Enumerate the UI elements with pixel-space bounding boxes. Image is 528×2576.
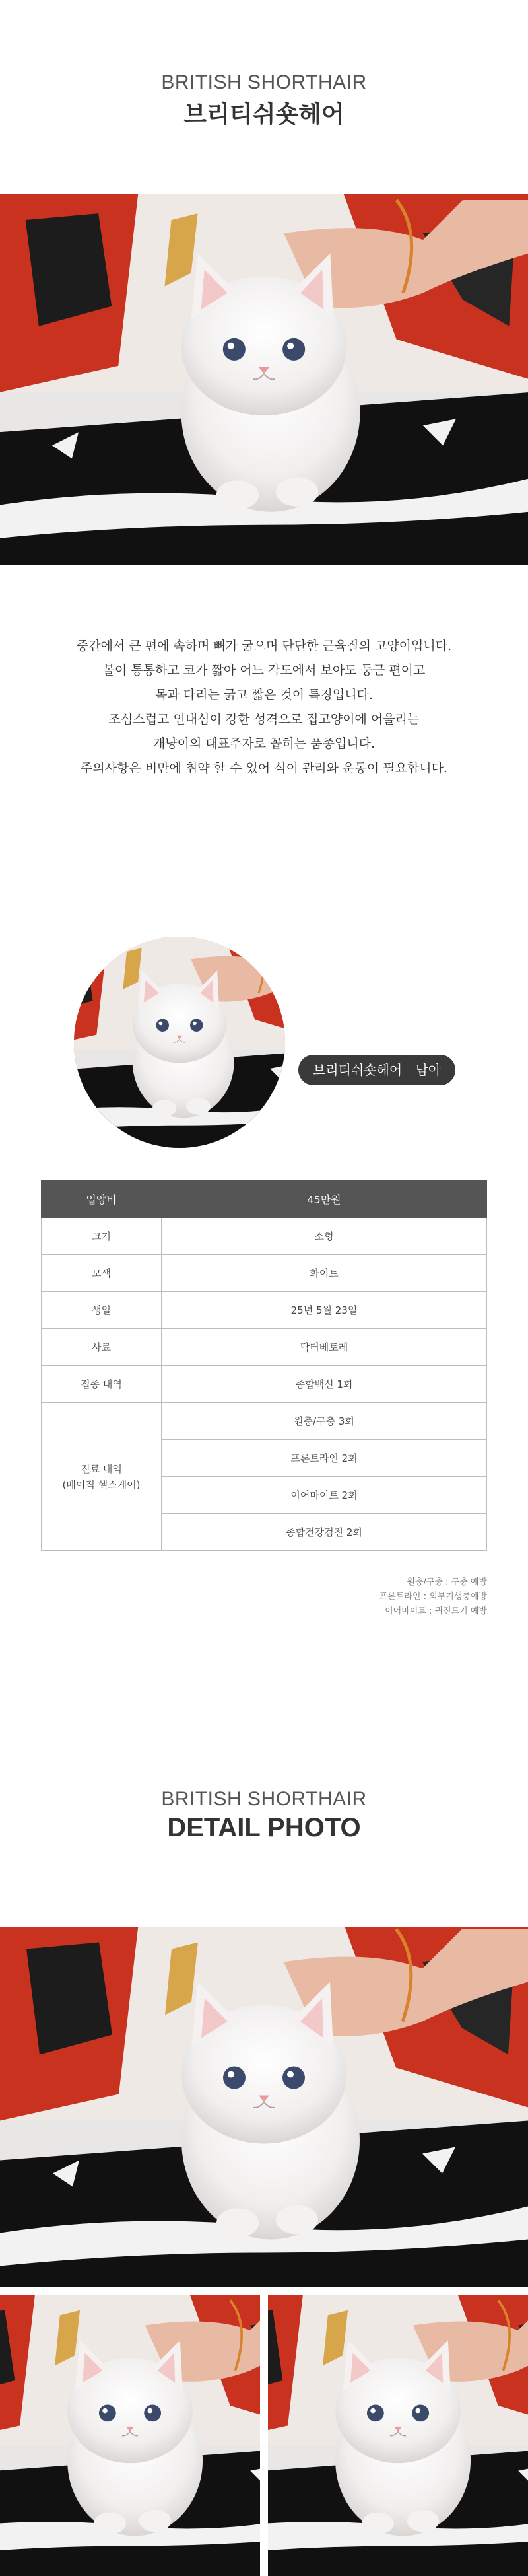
breed-name: 브리티쉬숏헤어	[313, 1062, 403, 1078]
row-value: 종합백신 1회	[162, 1366, 487, 1403]
care-label-sub: (베이직 헬스케어)	[62, 1478, 141, 1491]
care-notes	[264, 1575, 487, 1619]
row-value: 닥터베토레	[162, 1329, 487, 1366]
info-table	[41, 1180, 487, 1551]
section-eyebrow: BRITISH SHORTHAIR	[161, 71, 367, 93]
section-title: 브리티쉬숏헤어	[183, 101, 345, 128]
description-line: 조심스럽고 인내심이 강한 성격으로 집고양이에 어울리는	[108, 712, 420, 727]
table-row	[42, 1292, 487, 1329]
description-line: 개냥이의 대표주자로 꼽히는 품종입니다.	[152, 736, 376, 751]
row-value: 25년 5월 23일	[162, 1292, 487, 1329]
care-item: 프론트라인 2회	[162, 1440, 487, 1477]
table-row	[42, 1403, 487, 1440]
table-row	[42, 1218, 487, 1255]
hero-photo	[0, 194, 528, 565]
description-line: 목과 다리는 굵고 짧은 것이 특징입니다.	[155, 688, 373, 702]
description-line: 볼이 통통하고 코가 짧아 어느 각도에서 보아도 둥근 편이고	[102, 663, 426, 678]
detail-eyebrow: BRITISH SHORTHAIR	[161, 1788, 367, 1810]
note-line: 프론트라인 : 외부기생충예방	[379, 1592, 487, 1602]
detail-photo-left	[0, 2295, 260, 2576]
row-value: 화이트	[162, 1255, 487, 1292]
name-badge	[298, 1055, 455, 1085]
breed-description	[0, 634, 528, 781]
table-row	[42, 1366, 487, 1403]
row-label: 생일	[42, 1292, 162, 1329]
care-item: 원충/구충 3회	[162, 1403, 487, 1440]
row-value: 소형	[162, 1218, 487, 1255]
note-line: 이어마이트 : 귀진드기 예방	[385, 1606, 487, 1616]
care-item: 이어마이트 2회	[162, 1477, 487, 1514]
detail-photo-large	[0, 1927, 528, 2287]
price-value: 45만원	[162, 1180, 487, 1218]
table-row	[42, 1329, 487, 1366]
row-label: 사료	[42, 1329, 162, 1366]
table-header-row	[42, 1180, 487, 1218]
profile-photo	[74, 937, 285, 1148]
detail-photo-right	[268, 2295, 528, 2576]
row-label: 모색	[42, 1255, 162, 1292]
row-label: 접종 내역	[42, 1366, 162, 1403]
detail-title: DETAIL PHOTO	[167, 1813, 361, 1842]
description-line: 주의사항은 비만에 취약 할 수 있어 식이 관리와 운동이 필요합니다.	[81, 761, 447, 775]
gender-label: 남아	[415, 1062, 442, 1078]
row-label: 크기	[42, 1218, 162, 1255]
price-label: 입양비	[42, 1180, 162, 1218]
care-item: 종합건강검진 2회	[162, 1514, 487, 1551]
note-line: 원충/구충 : 구충 예방	[407, 1577, 487, 1587]
table-row	[42, 1255, 487, 1292]
description-line: 중간에서 큰 편에 속하며 뼈가 굵으며 단단한 근육질의 고양이입니다.	[76, 639, 452, 653]
care-label	[42, 1403, 162, 1551]
care-label-title: 진료 내역	[81, 1462, 122, 1475]
